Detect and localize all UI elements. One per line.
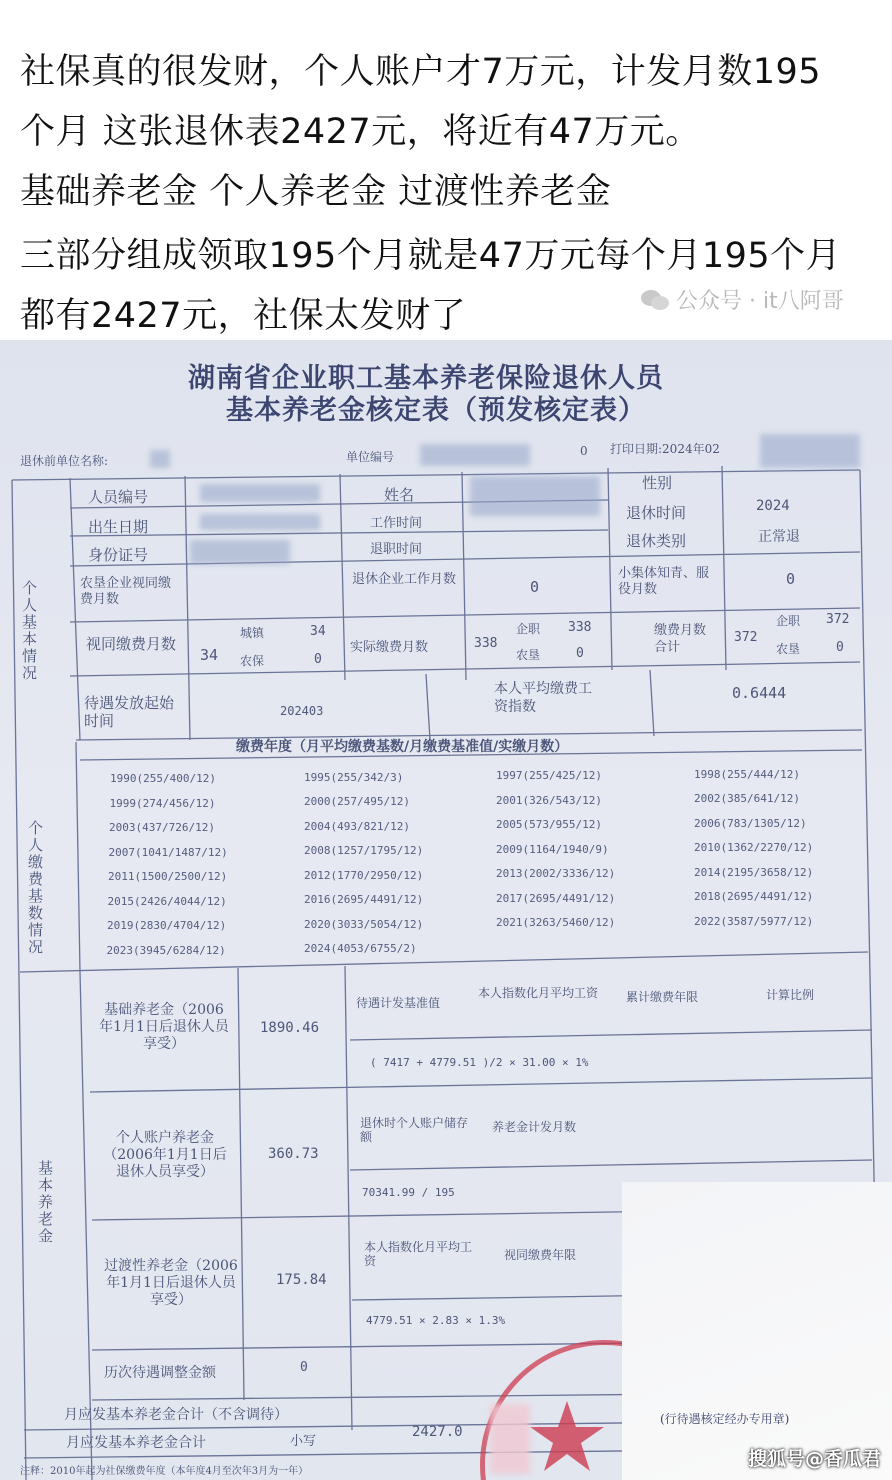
contrib-year-cell: 2004(493/821/12) [304,819,410,833]
redacted-seal-area [490,1404,530,1474]
basic-col-years: 累计缴费年限 [626,990,699,1004]
adjust-value: 0 [300,1360,308,1375]
actual-months-value: 338 [474,636,498,651]
actual-enterprise-label: 企职 [516,622,541,636]
retire-type-value: 正常退 [758,529,800,545]
gender-label: 性别 [642,474,673,492]
unit-no-label: 单位编号 [346,450,395,464]
wechat-watermark [640,284,844,315]
contrib-year-cell: 2014(2195/3658/12) [694,865,814,879]
personal-pension-label: 个人账户养老金（2006年1月1日后退休人员享受） [103,1130,227,1180]
contrib-header: 缴费年度（月平均缴费基数/月缴费基准值/实缴月数） [236,739,569,755]
deemed-months-label: 视同缴费月数 [86,635,177,653]
retire-time-label: 退休时间 [626,504,687,522]
id-no-label: 身份证号 [88,546,149,564]
post-text-area [0,0,892,340]
start-time-value: 202403 [280,704,324,718]
contrib-year-cell: 2017(2695/4491/12) [496,891,616,905]
retire-apply-label: 退职时间 [370,542,423,557]
personal-col-months: 养老金计发月数 [492,1120,577,1134]
basic-col-base: 待遇计发基准值 [356,996,441,1010]
total-no-adjust-label: 月应发基本养老金合计（不含调待） [64,1407,288,1423]
wechat-icon [640,289,670,311]
form-title-line-2: 基本养老金核定表（预发核定表） [226,395,646,426]
seal-star-icon [527,1397,607,1477]
contrib-year-cell: 2009(1164/1940/9) [496,842,609,856]
deemed-city-label: 城镇 [240,626,265,640]
contrib-year-cell: 2007(1041/1487/12) [108,845,228,859]
personal-formula: 70341.99 / 195 [362,1186,455,1199]
total-months-value: 372 [734,630,758,645]
contrib-year-cell: 1998(255/444/12) [694,767,800,781]
avg-index-label: 本人平均缴费工资指数 [494,681,592,715]
actual-enterprise-value: 338 [568,620,592,635]
total-farm-label: 农垦 [776,642,801,656]
total-value: 2427.0 [412,1424,463,1440]
basic-pension-value: 1890.46 [260,1020,320,1036]
contrib-year-cell: 2003(437/726/12) [109,821,215,834]
contrib-year-cell: 2011(1500/2500/12) [108,870,228,883]
contrib-year-cell: 2022(3587/5977/12) [694,914,814,928]
basic-col-ratio: 计算比例 [766,988,815,1002]
work-time-label: 工作时间 [370,516,423,531]
watermark-text: 公众号 · it八阿哥 [676,289,844,314]
actual-farm-value: 0 [576,646,584,661]
adjust-label: 历次待遇调整金额 [104,1365,216,1381]
birth-date-label: 出生日期 [88,518,149,536]
avg-index-value: 0.6444 [732,684,787,702]
retire-type-label: 退休类别 [626,532,687,550]
contrib-year-cell: 2008(1257/1795/12) [304,844,424,857]
transition-pension-value: 175.84 [276,1272,327,1288]
basic-col-index: 本人指数化月平均工资 [478,986,599,1000]
total-enterprise-value: 372 [826,612,850,627]
contrib-year-cell: 1999(274/456/12) [109,796,216,810]
redacted-name [470,476,600,516]
transition-col-index: 本人指数化月平均工资 [364,1240,473,1268]
contrib-year-cell: 2012(1770/2950/12) [304,868,424,882]
contrib-year-cell: 2020(3033/5054/12) [304,917,424,931]
contrib-year-cell: 2013(2002/3336/12) [496,867,616,880]
stamp-right-text: (行待遇核定经办专用章) [660,1412,790,1426]
contrib-year-cell: 2006(783/1305/12) [694,816,807,830]
print-date: 打印日期:2024年02 [610,442,720,456]
contrib-year-cell: 2002(385/641/12) [694,792,800,805]
basic-formula: ( 7417 + 4779.51 )/2 × 31.00 × 1% [370,1056,589,1069]
contrib-year-cell: 2023(3945/6284/12) [106,943,226,957]
pension-section-label: 基本养老金 [38,1159,54,1245]
post-line-2: 个月 这张退休表2427元，将近有47万元。 [20,112,701,152]
deemed-months-value: 34 [200,646,219,664]
collective-months-value: 0 [786,570,796,588]
actual-months-label: 实际缴费月数 [350,640,429,655]
contrib-year-cell: 2000(257/495/12) [304,795,410,808]
contrib-year-cell: 2001(326/543/12) [496,793,602,807]
deemed-rural-label: 农保 [240,654,265,668]
header-zero: 0 [580,444,588,458]
contrib-year-cell: 2021(3263/5460/12) [496,916,616,929]
sohu-watermark: 搜狐号@香瓜君 [748,1448,882,1470]
contrib-year-cell: 2018(2695/4491/12) [694,890,814,903]
post-line-5: 都有2427元，社保太发财了 [20,296,467,336]
unit-name-label: 退休前单位名称: [20,454,109,468]
person-no-label: 人员编号 [88,488,149,506]
post-line-1: 社保真的很发财，个人账户才7万元，计发月数195 [20,52,822,92]
redacted-id-no [190,540,290,564]
deemed-rural-value: 0 [314,652,322,667]
actual-farm-label: 农垦 [516,648,541,662]
total-small-label: 小写 [290,1434,317,1449]
redacted-print-date [760,434,860,468]
pension-form [0,340,892,1480]
contrib-year-cell: 2010(1362/2270/12) [694,841,814,854]
transition-pension-label: 过渡性养老金（2006年1月1日后退休人员享受） [104,1258,238,1308]
farm-months-label: 农垦企业视同缴费月数 [80,576,172,607]
form-footnote: 注释：2010年起为社保缴费年度（本年度4月至次年3月为一年） [20,1466,309,1477]
contrib-year-cell: 1990(255/400/12) [110,772,216,785]
total-farm-value: 0 [836,640,844,655]
redacted-signature-area [622,1182,892,1480]
deemed-city-value: 34 [310,624,326,639]
total-label: 月应发基本养老金合计 [66,1435,206,1451]
personal-col-balance: 退休时个人账户储存额 [360,1116,469,1144]
contrib-year-cell: 1997(255/425/12) [496,769,602,782]
personal-pension-value: 360.73 [268,1146,319,1162]
contrib-year-cell: 2015(2426/4044/12) [107,894,227,908]
name-label: 姓名 [384,486,415,504]
mine-months-value: 0 [530,578,540,596]
contrib-year-cell: 2019(2830/4704/12) [107,919,227,932]
mine-months-label: 退休企业工作月数 [352,572,457,587]
basic-pension-label: 基础养老金（2006年1月1日后退休人员享受） [99,1002,229,1052]
redacted-unit-no [420,444,530,466]
redacted-person-no [200,484,320,502]
transition-formula: 4779.51 × 2.83 × 1.3% [366,1314,506,1327]
transition-col-years: 视同缴费年限 [504,1248,577,1262]
retire-time-value: 2024 [756,498,790,514]
redacted-unit-name [150,450,170,468]
total-enterprise-label: 企职 [776,614,801,628]
contrib-year-cell: 2016(2695/4491/12) [304,893,424,906]
basic-section-label: 个人基本情况 [22,579,38,682]
redacted-birth-date [200,514,320,530]
collective-months-label: 小集体知青、服役月数 [618,566,710,597]
contrib-year-cell: 1995(255/342/3) [304,770,404,784]
post-line-3: 基础养老金 个人养老金 过渡性养老金 [20,172,612,212]
contrib-year-cell: 2024(4053/6755/2) [304,942,417,955]
contrib-section-label: 个人缴费基数情况 [28,819,44,956]
total-months-label: 缴费月数合计 [654,623,707,655]
post-line-4: 三部分组成领取195个月就是47万元每个月195个月 [20,236,842,276]
contrib-year-cell: 2005(573/955/12) [496,818,602,831]
form-title-line-1: 湖南省企业职工基本养老保险退休人员 [188,363,664,394]
form-photo [0,340,892,1480]
start-time-label: 待遇发放起始时间 [84,694,175,730]
